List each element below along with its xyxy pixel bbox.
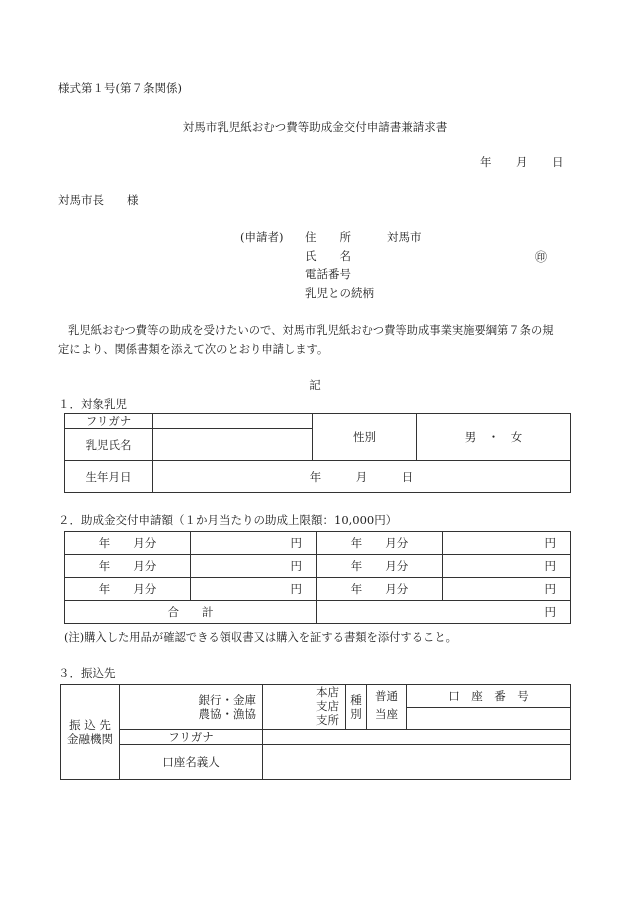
institution-label xyxy=(61,685,120,780)
branch-type-line1: 本店 xyxy=(316,685,339,700)
phone-label: 電話番号 xyxy=(305,267,351,281)
month-label: 年 月分 xyxy=(65,578,191,601)
month-label: 年 月分 xyxy=(317,532,443,555)
form-number: 様式第１号(第７条関係) xyxy=(58,81,182,95)
month-label: 年 月分 xyxy=(65,555,191,578)
furigana-field[interactable] xyxy=(153,414,313,429)
form-title: 対馬市乳児紙おむつ費等助成金交付申請書兼請求書 xyxy=(182,120,448,134)
application-amount-table xyxy=(64,531,571,624)
bank-type-cell[interactable] xyxy=(120,685,263,730)
account-type-line2: 別 xyxy=(350,707,362,721)
holder-furigana-field[interactable] xyxy=(263,730,571,745)
birthdate-label: 生年月日 xyxy=(65,461,153,493)
month-label: 年 月分 xyxy=(65,532,191,555)
body-text-line2: 定により、関係書類を添えて次のとおり申請します。 xyxy=(58,343,329,356)
body-text-line1: 乳児紙おむつ費等の助成を受けたいので、対馬市乳児紙おむつ費等助成事業実施要綱第７条の規 xyxy=(68,324,554,337)
amount-field[interactable]: 円 xyxy=(191,532,317,555)
account-holder-label: 口座名義人 xyxy=(120,745,263,780)
attachment-note: (注)購入した用品が確認できる領収書又は購入を証する書類を添付すること。 xyxy=(64,631,457,644)
bank-transfer-table xyxy=(60,684,571,780)
amount-field[interactable]: 円 xyxy=(191,578,317,601)
amount-field[interactable]: 円 xyxy=(191,555,317,578)
infant-name-field[interactable] xyxy=(153,429,313,461)
amount-field[interactable]: 円 xyxy=(443,532,571,555)
institution-label-line1: 振 込 先 xyxy=(69,717,111,732)
address-label: 住 所 xyxy=(305,230,351,244)
holder-furigana-label: フリガナ xyxy=(120,730,263,745)
gender-choice[interactable]: 男 ・ 女 xyxy=(417,414,571,461)
account-type-choice[interactable] xyxy=(367,685,407,730)
gender-label: 性別 xyxy=(313,414,417,461)
total-amount-field[interactable]: 円 xyxy=(317,601,571,624)
target-infant-table xyxy=(64,413,571,493)
futsu-option[interactable]: 普通 xyxy=(375,689,398,703)
section1-heading: １．対象乳児 xyxy=(58,397,127,411)
month-label: 年 月分 xyxy=(317,555,443,578)
birthdate-field[interactable]: 年 月 日 xyxy=(153,461,571,493)
bank-type-line2: 農協・漁協 xyxy=(198,707,256,721)
addressee: 対馬市長 様 xyxy=(58,193,139,207)
account-holder-field[interactable] xyxy=(263,745,571,780)
institution-label-line2: 金融機関 xyxy=(67,732,113,747)
account-type-label xyxy=(346,685,367,730)
branch-type-line3: 支所 xyxy=(316,712,339,727)
applicant-label: (申請者) xyxy=(240,230,284,244)
account-number-label: 口 座 番 号 xyxy=(407,685,571,708)
total-label: 合 計 xyxy=(65,601,317,624)
branch-type-cell[interactable] xyxy=(263,685,346,730)
seal-mark: ㊞ xyxy=(535,250,548,264)
account-number-field[interactable] xyxy=(407,708,571,730)
infant-name-label: 乳児氏名 xyxy=(65,429,153,461)
month-label: 年 月分 xyxy=(317,578,443,601)
ki-heading: 記 xyxy=(309,378,321,392)
branch-type-line2: 支店 xyxy=(316,699,339,714)
address-value: 対馬市 xyxy=(387,230,422,244)
date-year: 年 xyxy=(480,155,492,169)
section2-heading: ２．助成金交付申請額（１か月当たりの助成上限額：10,000円） xyxy=(58,513,398,527)
amount-field[interactable]: 円 xyxy=(443,555,571,578)
relation-label: 乳児との続柄 xyxy=(305,286,374,300)
date-day: 日 xyxy=(552,155,564,169)
toza-option[interactable]: 当座 xyxy=(375,707,398,722)
date-month: 月 xyxy=(516,155,528,169)
name-label: 氏 名 xyxy=(305,249,351,263)
account-type-line1: 種 xyxy=(350,692,362,707)
section3-heading: ３．振込先 xyxy=(58,666,116,680)
furigana-label: フリガナ xyxy=(65,414,153,429)
bank-type-line1: 銀行・金庫 xyxy=(198,692,256,707)
amount-field[interactable]: 円 xyxy=(443,578,571,601)
